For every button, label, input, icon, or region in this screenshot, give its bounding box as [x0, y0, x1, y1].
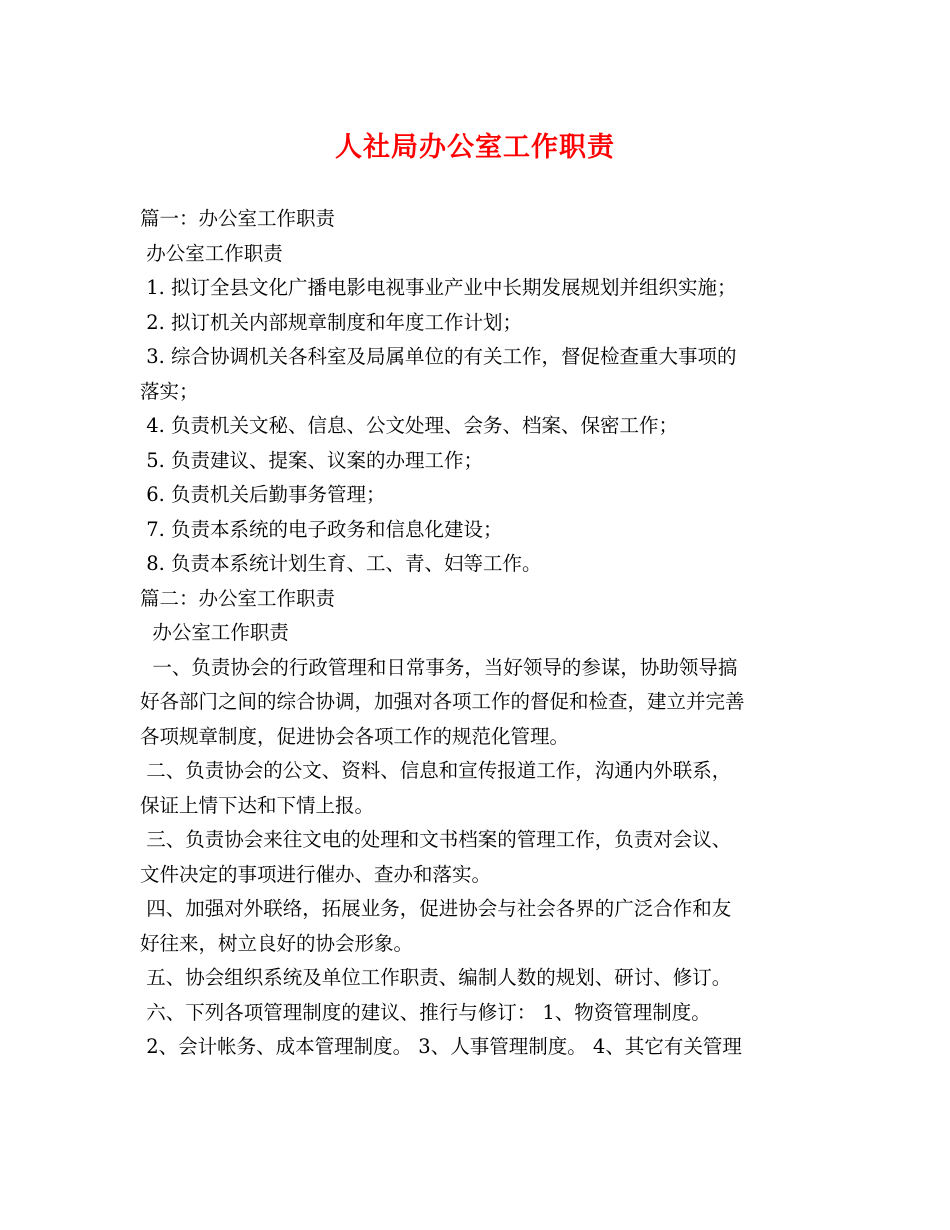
text-line: 办公室工作职责: [140, 241, 283, 265]
text-line: 二、负责协会的公文、资料、信息和宣传报道工作，沟通内外联系，: [140, 759, 732, 782]
text-line: 1. 拟订全县文化广播电影电视事业产业中长期发展规划并组织实施；: [140, 276, 737, 299]
text-line: 五、协会组织系统及单位工作职责、编制人数的规划、研讨、修订。: [140, 966, 732, 989]
text-line: 篇一：办公室工作职责: [140, 207, 336, 230]
text-line: 四、加强对外联络，拓展业务，促进协会与社会各界的广泛合作和友: [140, 897, 732, 920]
text-line: 6. 负责机关后勤事务管理；: [140, 483, 386, 506]
text-line: 5. 负责建议、提案、议案的办理工作；: [140, 448, 484, 472]
text-line: 7. 负责本系统的电子政务和信息化建设；: [140, 517, 503, 541]
text-line: 落实；: [140, 379, 199, 403]
text-line: 文件决定的事项进行催办、查办和落实。: [140, 862, 492, 886]
text-line: 4. 负责机关文秘、信息、公文处理、会务、档案、保密工作；: [140, 414, 679, 437]
text-line: 保证上情下达和下情上报。: [140, 793, 375, 817]
text-line: 一、负责协会的行政管理和日常事务，当好领导的参谋，协助领导搞: [140, 655, 738, 679]
text-line: 2. 拟订机关内部规章制度和年度工作计划；: [140, 310, 523, 334]
text-line: 8. 负责本系统计划生育、工、青、妇等工作。: [140, 552, 542, 575]
text-line: 三、负责协会来往文电的处理和文书档案的管理工作，负责对会议、: [140, 828, 732, 851]
text-line: 好往来，树立良好的协会形象。: [140, 931, 414, 955]
text-line: 2、会计帐务、成本管理制度。 3、人事管理制度。 4、其它有关管理: [140, 1035, 742, 1058]
text-line: 各项规章制度，促进协会各项工作的规范化管理。: [140, 724, 570, 748]
document-title: 人社局办公室工作职责: [335, 132, 615, 163]
document-body: [140, 202, 820, 1065]
text-line: 篇二：办公室工作职责: [140, 586, 336, 610]
text-line: 3. 综合协调机关各科室及局属单位的有关工作，督促检查重大事项的: [140, 345, 737, 368]
text-line: 好各部门之间的综合协调，加强对各项工作的督促和检查，建立并完善: [140, 690, 745, 713]
text-line: 办公室工作职责: [140, 621, 289, 644]
text-line: 六、下列各项管理制度的建议、推行与修订： 1、物资管理制度。: [140, 1000, 711, 1024]
